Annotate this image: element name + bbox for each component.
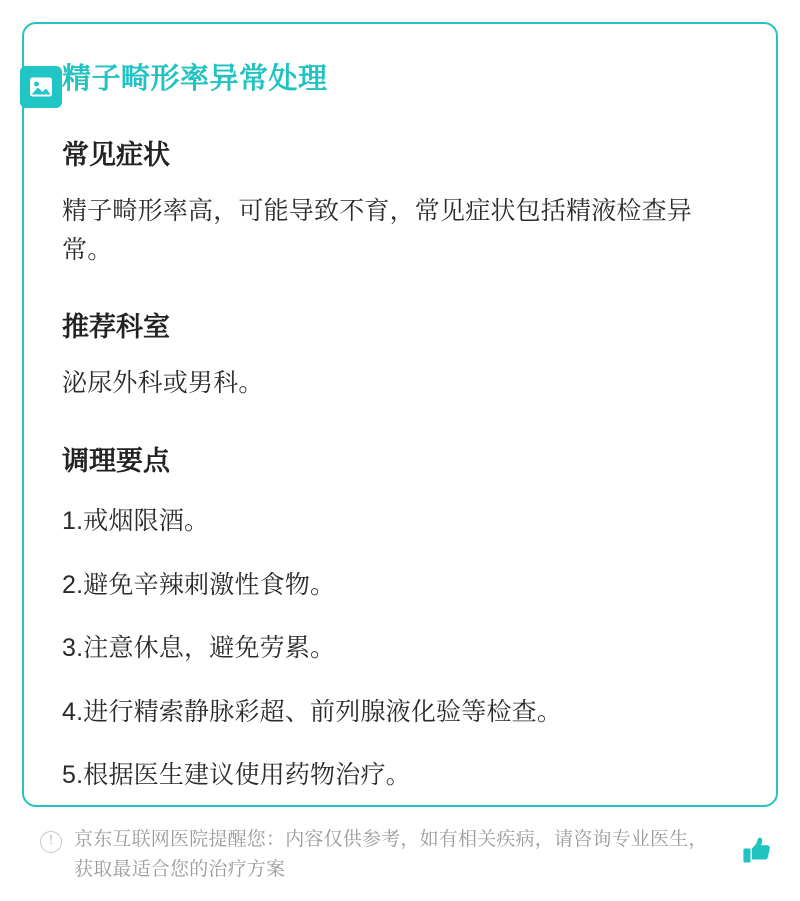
footer-disclaimer [0, 809, 800, 901]
document-image-icon [20, 66, 62, 108]
page-title: 精子畸形率异常处理 [62, 63, 328, 95]
section-heading-tips: 调理要点 [62, 446, 170, 477]
info-card [22, 22, 778, 807]
list-item: 3.注意休息，避免劳累。 [62, 634, 336, 663]
section-heading-symptoms: 常见症状 [62, 139, 170, 170]
info-icon: ! [40, 831, 62, 853]
list-item: 5.根据医生建议使用药物治疗。 [62, 761, 411, 790]
list-item: 4.进行精索静脉彩超、前列腺液化验等检查。 [62, 697, 563, 726]
disclaimer-text: 京东互联网医院提醒您：内容仅供参考，如有相关疾病，请咨询专业医生，获取最适合您的治疗方案 [74, 829, 708, 881]
section-text-symptoms: 精子畸形率高，可能导致不育，常见症状包括精液检查异常。 [62, 196, 693, 264]
section-heading-department: 推荐科室 [62, 312, 170, 343]
thumbs-up-icon[interactable] [740, 833, 774, 872]
list-item: 1.戒烟限酒。 [62, 507, 210, 536]
tips-list [62, 503, 738, 795]
section-text-department: 泌尿外科或男科。 [62, 369, 264, 398]
list-item: 2.避免辛辣刺激性食物。 [62, 570, 336, 599]
